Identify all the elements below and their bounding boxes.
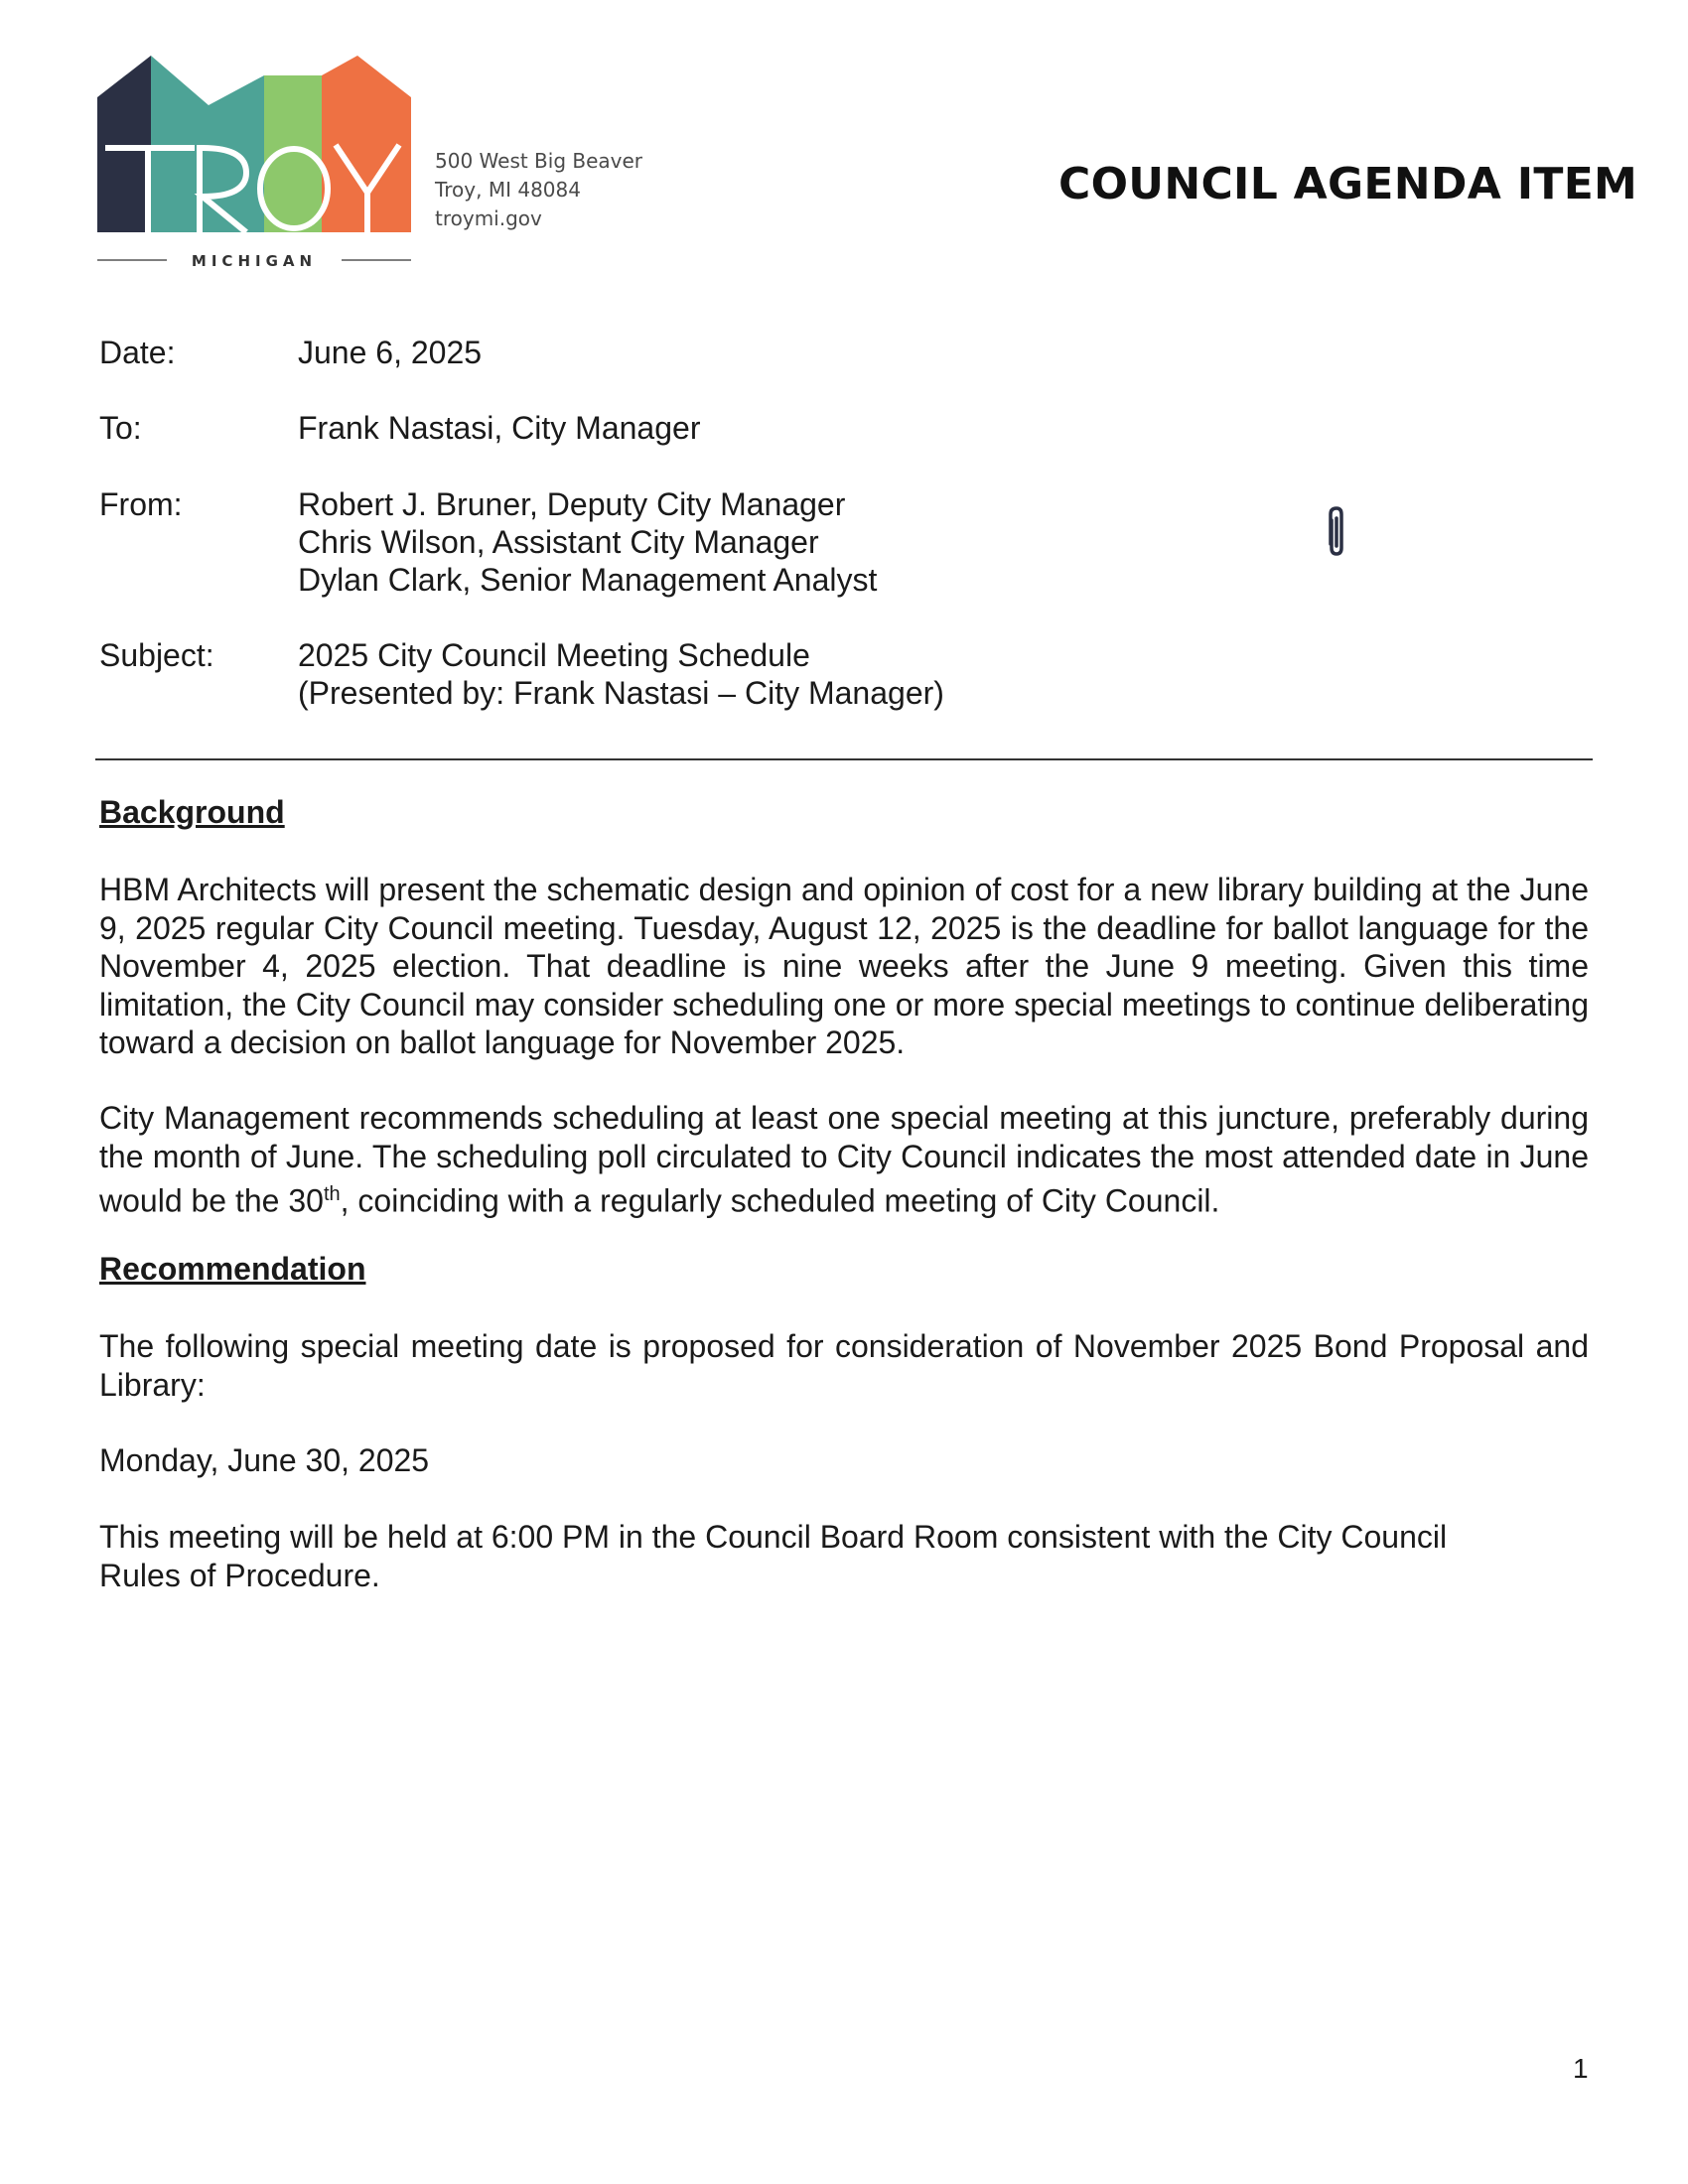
subject-value-2: (Presented by: Frank Nastasi – City Manager): [298, 675, 944, 711]
paperclip-icon[interactable]: [1323, 504, 1350, 558]
background-paragraph-2: [99, 1099, 1589, 1220]
to-label: To:: [99, 410, 142, 446]
recommendation-paragraph-2: [99, 1518, 1589, 1594]
meeting-date: Monday, June 30, 2025: [99, 1442, 430, 1478]
background-paragraph-2-start: City Management recommends scheduling at least one special meeting at this juncture, preferably during the month of June. The scheduling poll circulated to City Council indicates the most attended date in June would be the 30: [99, 1100, 1589, 1219]
city-address: [435, 147, 642, 233]
address-city: Troy, MI 48084: [435, 178, 581, 202]
address-street: 500 West Big Beaver: [435, 149, 643, 173]
ordinal-suffix: th: [323, 1183, 341, 1206]
recommendation-paragraph-1: The following special meeting date is proposed for consideration of November 2025 Bond Proposal and Library:: [99, 1328, 1589, 1403]
recommendation-paragraph-2-line-2: Rules of Procedure.: [99, 1557, 380, 1593]
to-value: Frank Nastasi, City Manager: [298, 410, 701, 446]
background-paragraph-2-end: , coinciding with a regularly scheduled meeting of City Council.: [340, 1182, 1220, 1219]
troy-michigan-logo: [97, 56, 411, 276]
from-value-2: Chris Wilson, Assistant City Manager: [298, 524, 819, 560]
background-paragraph-1: HBM Architects will present the schematic design and opinion of cost for a new library building at the June 9, 2025 regular City Council meeting. Tuesday, August 12, 2025 is the deadline for ballot language for the November 4, 2025 election. That deadline is nine weeks after the June 9 meeting. Given this time limitation, the City Council may consider scheduling one or more special meetings to continue deliberating toward a decision on ballot language for November 2025.: [99, 872, 1589, 1061]
logo-subtitle: MICHIGAN: [191, 252, 318, 270]
address-website: troymi.gov: [435, 206, 542, 230]
date-label: Date:: [99, 335, 176, 370]
recommendation-paragraph-2-line-1: This meeting will be held at 6:00 PM in the Council Board Room consistent with the City Council: [99, 1519, 1448, 1555]
header-divider: [95, 758, 1593, 760]
background-heading: Background: [99, 794, 285, 830]
page-number: 1: [1573, 2053, 1589, 2084]
subject-label: Subject:: [99, 637, 214, 673]
from-value-1: Robert J. Bruner, Deputy City Manager: [298, 486, 846, 522]
date-value: June 6, 2025: [298, 335, 483, 370]
from-value-3: Dylan Clark, Senior Management Analyst: [298, 562, 878, 598]
from-label: From:: [99, 486, 183, 522]
recommendation-heading: Recommendation: [99, 1251, 366, 1287]
subject-value-1: 2025 City Council Meeting Schedule: [298, 637, 810, 673]
document-title: COUNCIL AGENDA ITEM: [1058, 159, 1638, 209]
